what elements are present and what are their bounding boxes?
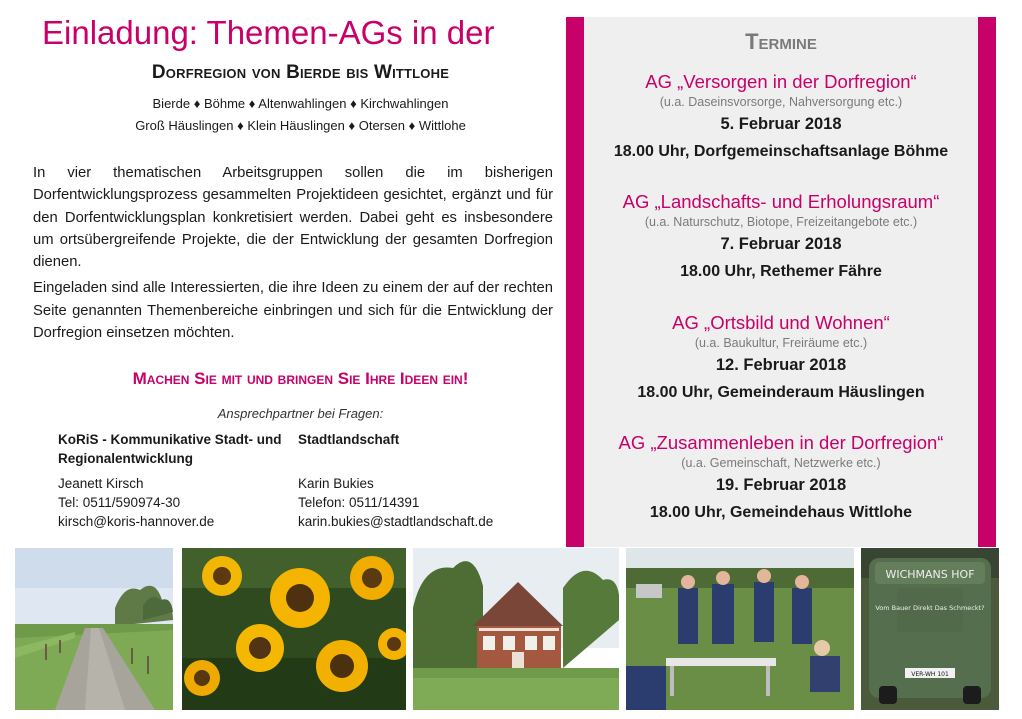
van-body-text: Vom Bauer Direkt Das Schmeckt? xyxy=(875,604,985,612)
contact-org: Stadtlandschaft xyxy=(298,432,400,447)
villages-line-2: Groß Häuslingen ♦ Klein Häuslingen ♦ Otersen ♦ Wittlohe xyxy=(135,118,466,133)
van-plate-text: VER-WH 101 xyxy=(911,671,949,678)
event-subtitle: (u.a. Naturschutz, Biotope, Freizeitangebote etc.) xyxy=(644,215,918,229)
contact-email[interactable]: kirsch@koris-hannover.de xyxy=(58,514,215,529)
contact-email[interactable]: karin.bukies@stadtlandschaft.de xyxy=(298,514,494,529)
event-ortsbild xyxy=(584,312,978,402)
termine-title: Termine xyxy=(745,29,817,54)
photo-farmhouse xyxy=(413,548,619,710)
photo-people xyxy=(626,548,854,710)
event-place: 18.00 Uhr, Gemeindehaus Wittlohe xyxy=(649,504,913,521)
event-title: AG „Zusammenleben in der Dorfregion“ xyxy=(618,432,944,453)
event-date: 5. Februar 2018 xyxy=(720,115,842,133)
contact-stadtlandschaft xyxy=(298,430,558,531)
photo-sunflowers xyxy=(182,548,406,710)
panel-border-right xyxy=(978,17,996,547)
invitation-column xyxy=(28,0,558,545)
event-date: 12. Februar 2018 xyxy=(715,356,847,374)
event-title: AG „Landschafts- und Erholungsraum“ xyxy=(622,191,940,212)
event-subtitle: (u.a. Gemeinschaft, Netzwerke etc.) xyxy=(681,456,881,470)
intro-paragraph-2: Eingeladen sind alle Interessierten, die ihre Ideen zu einem der auf der rechten Seite genannten Themenbereiche einbringen und sich für die Entwicklung der Dorfregion einsetzen möchten. xyxy=(33,280,553,342)
event-date: 19. Februar 2018 xyxy=(715,476,847,494)
villages-line-1: Bierde ♦ Böhme ♦ Altenwahlingen ♦ Kirchwahlingen xyxy=(152,96,449,111)
contact-intro: Ansprechpartner bei Fragen: xyxy=(217,406,384,421)
event-versorgen xyxy=(584,71,978,161)
intro-paragraph-1: In vier thematischen Arbeitsgruppen sollen die im bisherigen Dorfentwicklungsprozess gesammelten Projektideen gesichtet, ergänzt und für den Dorfentwicklungsplan konkretisiert werden. Dabei geht es insbesondere um ortsübergreifende Projekte, die der Entwicklung der gesamten Dorfregion dienen. xyxy=(33,165,553,271)
event-place: 18.00 Uhr, Dorfgemeinschaftsanlage Böhme xyxy=(613,143,949,160)
event-subtitle: (u.a. Daseinsvorsorge, Nahversorgung etc.) xyxy=(659,95,903,109)
photo-country-road xyxy=(15,548,173,710)
event-place: 18.00 Uhr, Gemeinderaum Häuslingen xyxy=(637,384,925,401)
event-landschaft xyxy=(584,191,978,281)
van-sign-text: WICHMANS HOF xyxy=(885,568,975,581)
event-date: 7. Februar 2018 xyxy=(720,235,842,253)
event-title: AG „Ortsbild und Wohnen“ xyxy=(672,312,890,333)
event-place: 18.00 Uhr, Rethemer Fähre xyxy=(680,263,882,280)
page-title: Einladung: Themen-AGs in der xyxy=(42,14,495,51)
panel-border-left xyxy=(566,17,584,547)
intro-text xyxy=(33,162,553,348)
contact-koris xyxy=(58,430,288,531)
contact-phone: Tel: 0511/590974-30 xyxy=(58,495,181,510)
contact-phone: Telefon: 0511/14391 xyxy=(298,495,420,510)
contact-name: Karin Bukies xyxy=(298,476,374,491)
termine-panel xyxy=(584,17,978,547)
page-subtitle: Dorfregion von Bierde bis Wittlohe xyxy=(151,62,450,83)
contact-name: Jeanett Kirsch xyxy=(58,476,144,491)
event-title: AG „Versorgen in der Dorfregion“ xyxy=(645,71,917,92)
photo-farm-van xyxy=(861,548,999,710)
event-zusammenleben xyxy=(584,432,978,522)
call-to-action: Machen Sie mit und bringen Sie Ihre Ideen ein! xyxy=(132,369,469,388)
contact-org: KoRiS - Kommunikative Stadt- und Regionalentwicklung xyxy=(58,432,282,466)
event-subtitle: (u.a. Baukultur, Freiräume etc.) xyxy=(694,336,868,350)
